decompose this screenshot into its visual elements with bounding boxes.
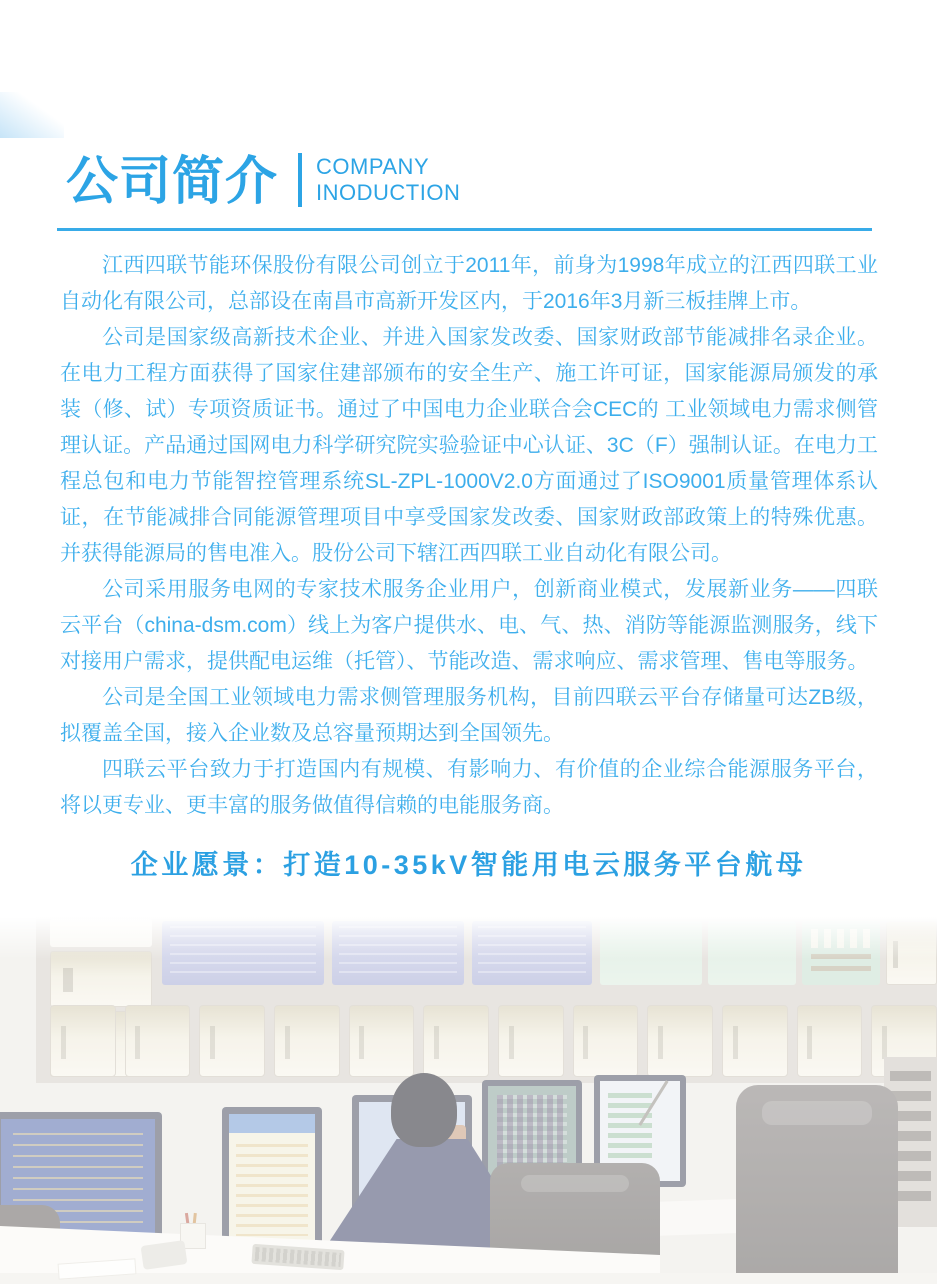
photo-white-wash-overlay <box>0 917 937 1284</box>
header-divider-line <box>57 228 872 231</box>
control-room-photo <box>0 917 937 1284</box>
intro-paragraph-1: 江西四联节能环保股份有限公司创立于2011年，前身为1998年成立的江西四联工业自动化有限公司，总部设在南昌市高新开发区内，于2016年3月新三板挂牌上市。 <box>60 254 878 313</box>
page-title: 公司简介 <box>66 153 279 211</box>
page-title-english-line1: COMPANY <box>316 154 430 179</box>
page-title-english-line2: INODUCTION <box>316 180 461 205</box>
page-header <box>66 152 461 211</box>
corner-glow-decoration <box>0 92 64 138</box>
intro-paragraph-5: 四联云平台致力于打造国内有规模、有影响力、有价值的企业综合能源服务平台，将以更专业、更丰富的服务做值得信赖的电能服务商。 <box>60 758 878 817</box>
company-vision-slogan: 企业愿景：打造10-35kV智能用电云服务平台航母 <box>130 850 807 880</box>
photo-top-fade-overlay <box>0 917 937 959</box>
company-introduction-text <box>60 248 878 824</box>
title-separator-bar <box>298 153 302 207</box>
intro-paragraph-4: 公司是全国工业领域电力需求侧管理服务机构，目前四联云平台存储量可达ZB级，拟覆盖全国，接入企业数及总容量预期达到全国领先。 <box>60 686 878 745</box>
page-title-english <box>316 154 460 206</box>
intro-paragraph-2: 公司是国家级高新技术企业、并进入国家发改委、国家财政部节能减排名录企业。在电力工程方面获得了国家住建部颁布的安全生产、施工许可证，国家能源局颁发的承装（修、试）专项资质证书。通过了中国电力企业联合会CEC的 工业领域电力需求侧管理认证。产品通过国网电力科学研究院实验验证中心认证、3C（F）强制认证。在电力工程总包和电力节能智控管理系统SL-ZPL-1000V2.0方面通过了ISO9001质量管理体系认证，在节能减排合同能源管理项目中享受国家发改委、国家财政部政策上的特殊优惠。并获得能源局的售电准入。股份公司下辖江西四联工业自动化有限公司。 <box>60 326 878 565</box>
intro-paragraph-3: 公司采用服务电网的专家技术服务企业用户，创新商业模式，发展新业务——四联云平台（china-dsm.com）线上为客户提供水、电、气、热、消防等能源监测服务，线下对接用户需求，提供配电运维（托管）、节能改造、需求响应、需求管理、售电等服务。 <box>60 578 878 673</box>
